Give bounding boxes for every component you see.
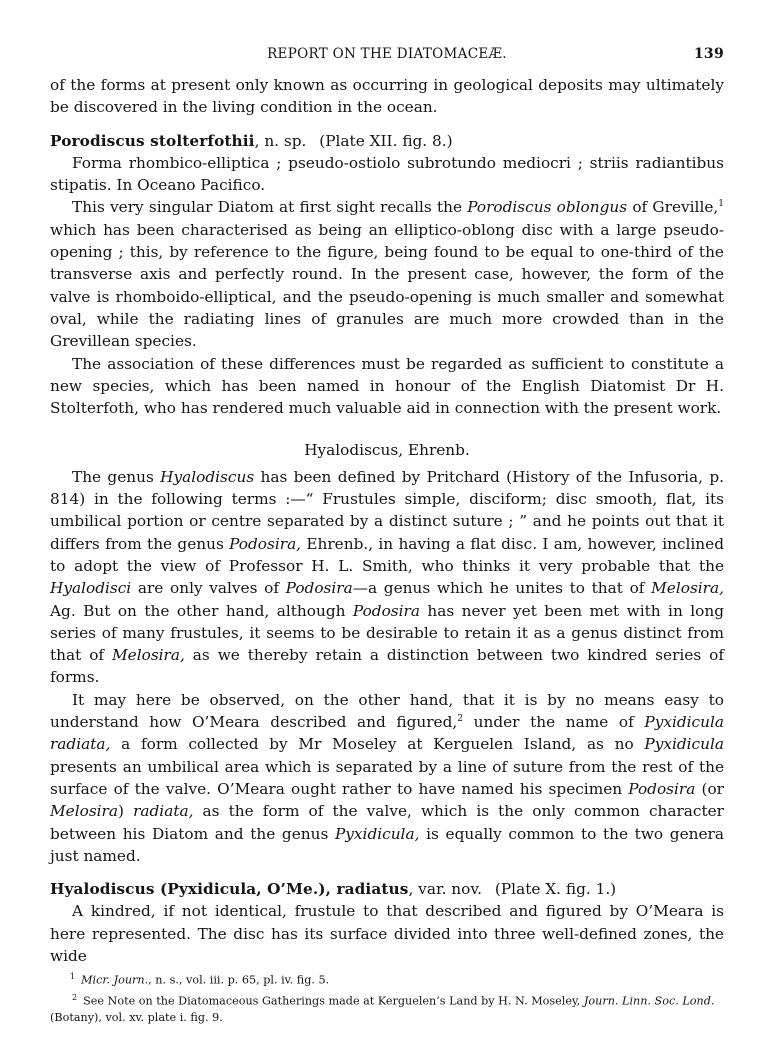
species-name: Porodiscus stolterfothii (50, 131, 255, 150)
species-suffix: , n. sp. (254, 131, 307, 150)
hyalodiscus-paragraph-2: It may here be observed, on the other hand, that it is by no means easy to understand how O’Meara described and figured,$^2$ under the name of Pyxidicula radiata, a form collected by Mr Moseley at Kerguelen Island, as no Pyxidicula presents an umbilical area which is separated by a line of suture from the rest of the surface of the valve. O’Meara ought rather to have named his specimen Podosira (or Melosira) radiata, as the form of the valve, which is the only common character between his Diatom and the genus Pyxidicula, is equally common to the two genera just named. (50, 690, 724, 865)
hyalodiscus-radiatus-paragraph: A kindred, if not identical, frustule to that described and figured by O’Meara is here represented. The disc has its surface divided into three well-defined zones, the wide (50, 902, 724, 965)
latin-diagnosis: Forma rhombico-elliptica ; pseudo-ostiolo subrotundo mediocri ; striis radiantibus stipatis. In Oceano Pacifico. (50, 153, 724, 195)
species-name: Hyalodiscus (Pyxidicula, O’Me.), radiatus (50, 880, 409, 899)
hyalodiscus-paragraph-1: The genus Hyalodiscus has been defined by Pritchard (History of the Infusoria, p. 814) in the following terms :—“ Frustules simple, disciform; disc smooth, flat, its umbilical portion or centre separated by a distinct suture ; ” and he points out that it differs from the genus Podosira, Ehrenb., in having a flat disc. I am, however, inclined to adopt the view of Professor H. L. Smith, who thinks it very probable that the Hyalodisci are only valves of Podosira—a genus which he unites to that of Melosira, Ag. But on the other hand, although Podosira has never yet been met with in long series of many frustules, it seems to be desirable to retain it as a genus distinct from that of Melosira, as we thereby retain a distinction between two kindred series of forms. (50, 467, 724, 687)
species-heading-hyalodiscus (50, 878, 724, 900)
species-suffix: , var. nov. (408, 880, 483, 899)
species-heading-porodiscus (50, 130, 724, 152)
genus-section-title: Hyalodiscus, Ehrenb. (304, 441, 470, 460)
plate-reference: (Plate XII. fig. 8.) (319, 131, 453, 150)
footnote-ref-1: 1 (718, 199, 724, 210)
footnotes (50, 969, 724, 1026)
running-head (50, 44, 724, 68)
footnote-2: $^2$ See Note on the Diatomaceous Gatherings made at Kerguelen’s Land by H. N. Moseley, Journ. Linn. Soc. Lond. (Botany), vol. xv. plate i. fig. 9. (50, 992, 715, 1024)
porodiscus-paragraph-1: This very singular Diatom at first sight recalls the Porodiscus oblongus of Greville,$^1$ which has been characterised as being an elliptico-oblong disc with a large pseudo-opening ; this, by reference to the figure, being found to be equal to one-third of the transverse axis and perfectly round. In the present case, however, the form of the valve is rhomboido-elliptical, and the pseudo-opening is much smaller and somewhat oval, while the radiating lines of granules are much more crowded than in the Grevillean species. (50, 198, 724, 351)
footnote-ref-2: 2 (457, 713, 464, 724)
intro-paragraph: of the forms at present only known as occurring in geological deposits may ultimately be discovered in the living condition in the ocean. (50, 76, 724, 117)
footnote-1: $^1$ Micr. Journ., n. s., vol. iii. p. 65, pl. iv. fig. 5. (70, 972, 330, 988)
running-title: REPORT ON THE DIATOMACEÆ. (267, 46, 507, 62)
taxon-name: Porodiscus oblongus (467, 198, 628, 217)
page-number: 139 (693, 46, 724, 62)
plate-reference: (Plate X. fig. 1.) (494, 880, 617, 899)
porodiscus-paragraph-2: The association of these differences must be regarded as sufficient to constitute a new species, which has been named in honour of the English Diatomist Dr H. Stolterfoth, who has rendered much valuable aid in connection with the present work. (50, 354, 724, 418)
